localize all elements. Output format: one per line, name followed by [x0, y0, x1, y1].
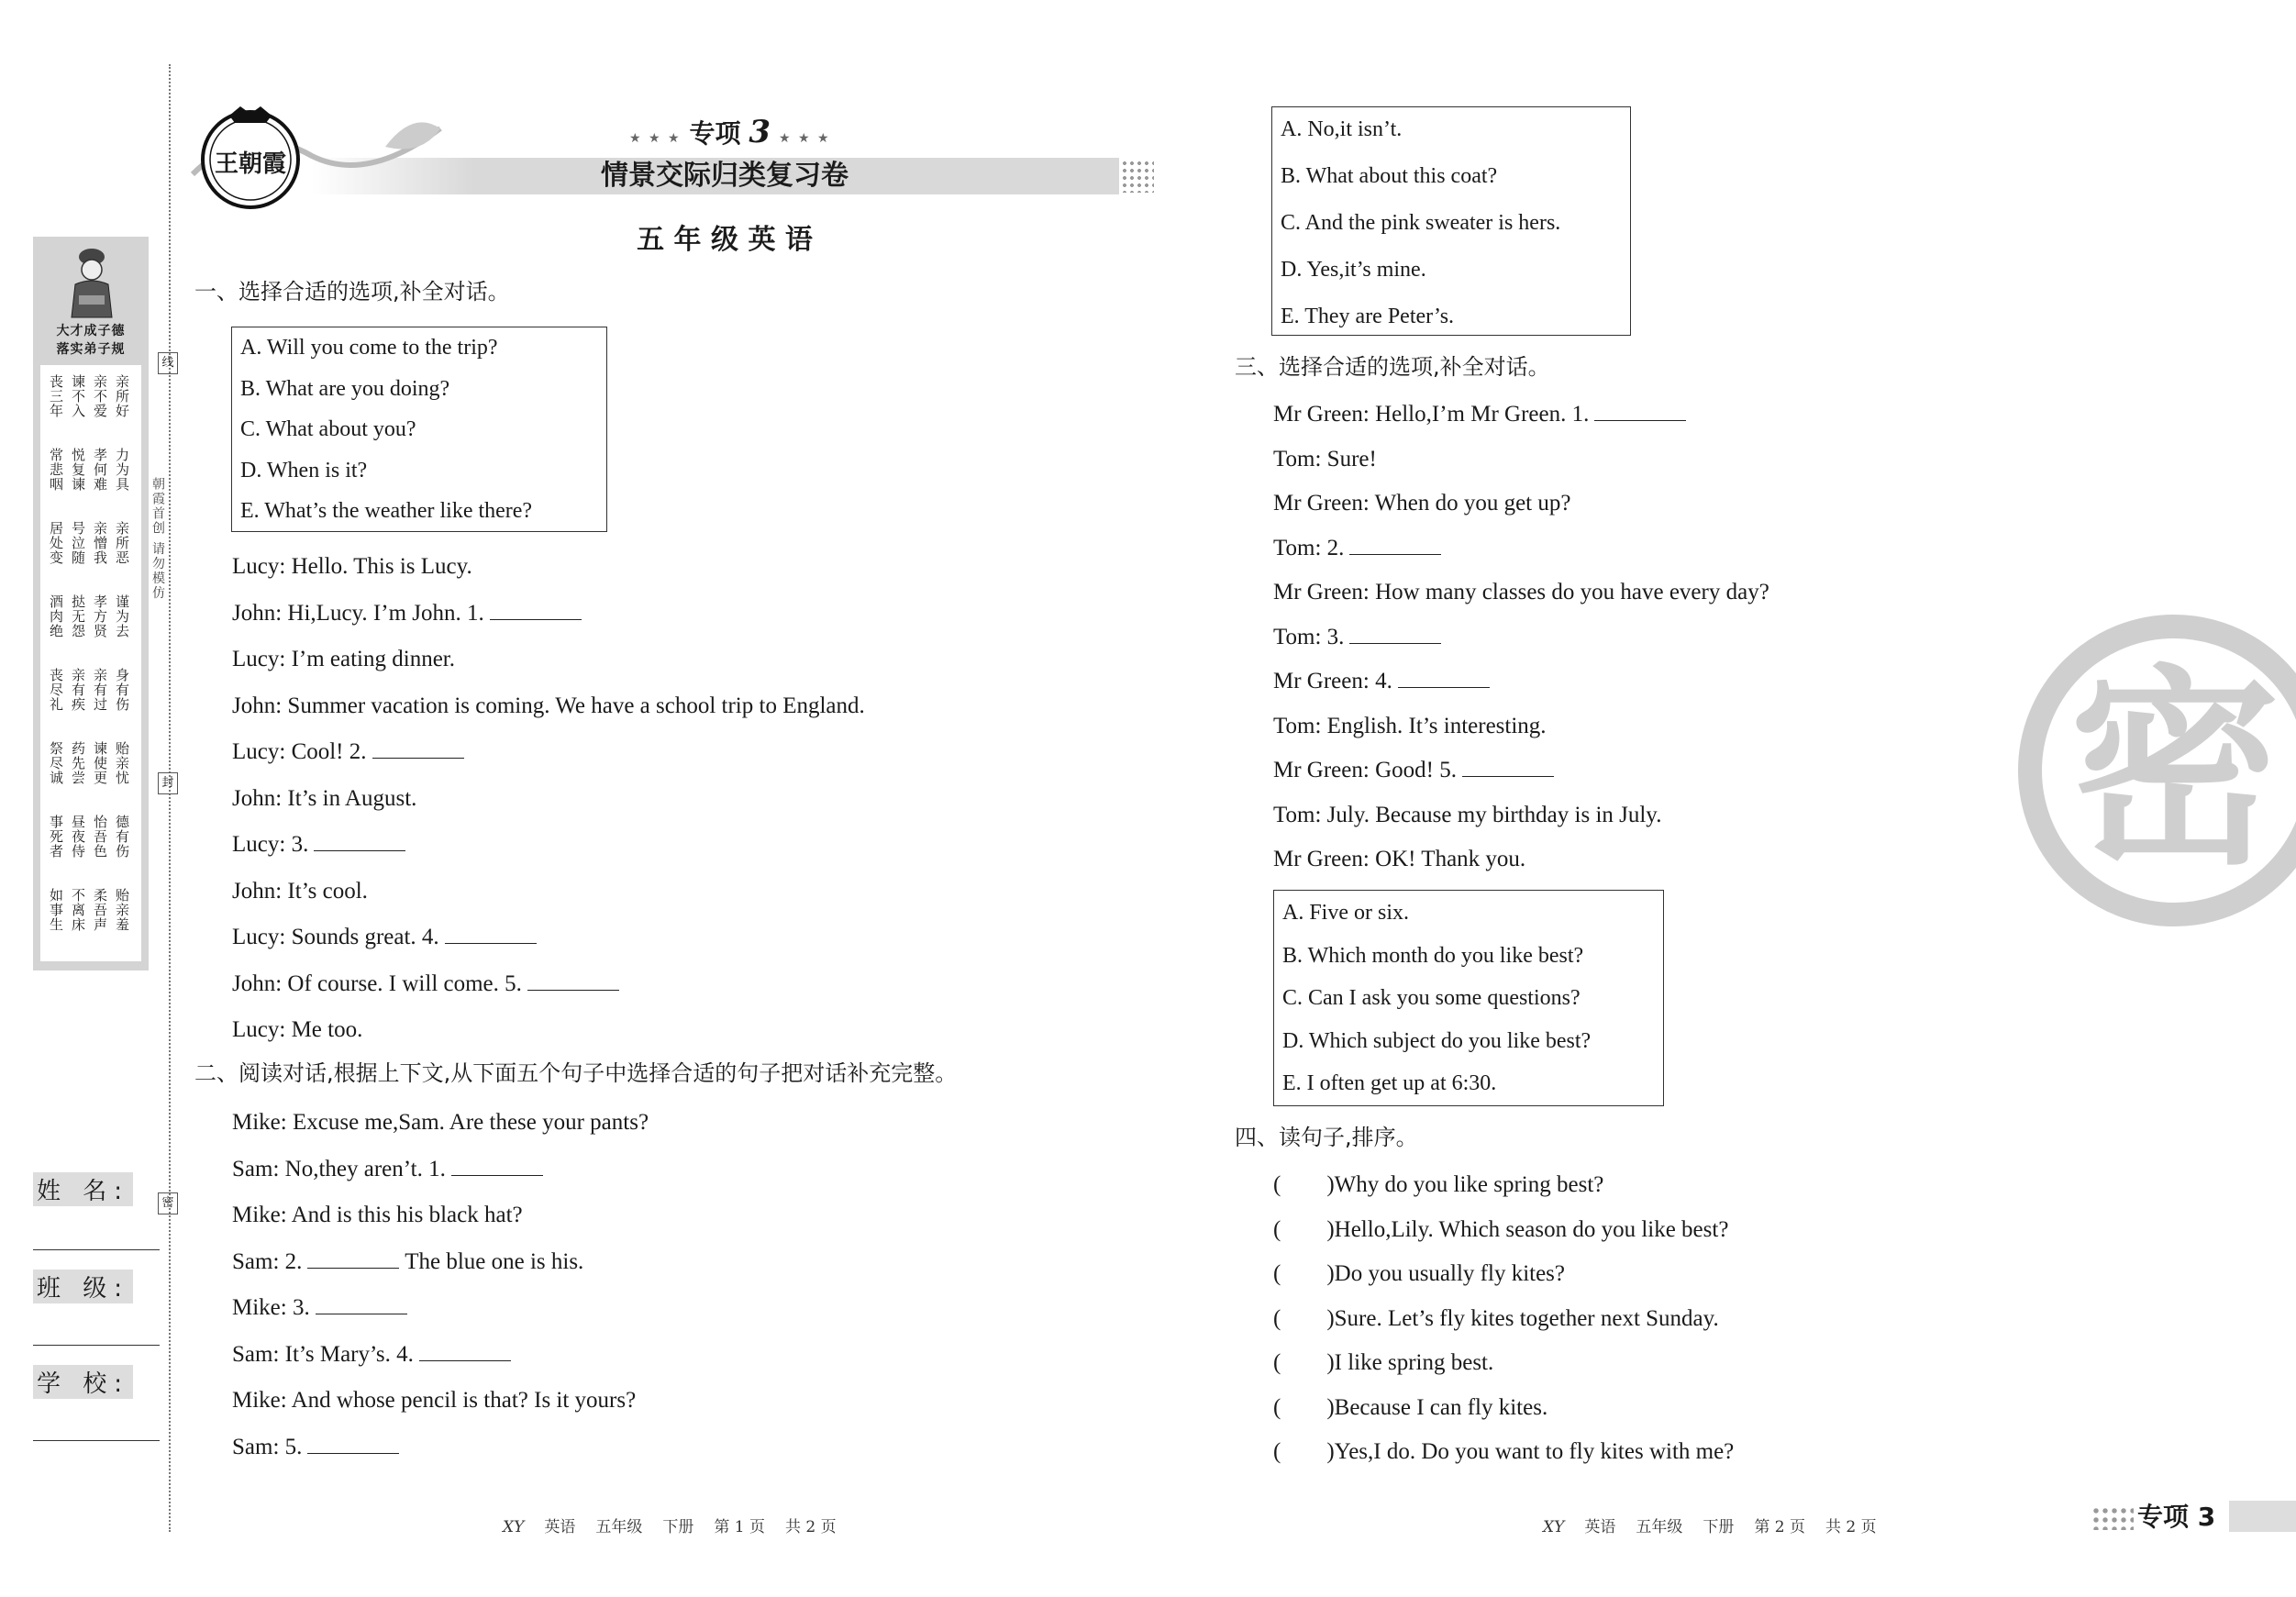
poem-phrase: 药先尝 — [70, 741, 86, 785]
ordering-item-text: )Hello,Lily. Which season do you like best? — [1326, 1216, 1729, 1242]
answer-blank[interactable] — [490, 601, 582, 620]
poem-phrase: 如事生 — [48, 888, 64, 932]
poem-phrase: 柔吾声 — [92, 888, 108, 932]
poem-phrase: 谏使更 — [92, 741, 108, 785]
section3-line: Tom: Sure! — [1273, 446, 1377, 471]
answer-blank[interactable] — [1462, 758, 1554, 777]
poem-phrase: 丧尽礼 — [48, 668, 64, 712]
motto-line-1: 大才成子德 — [56, 324, 126, 338]
poem-phrase: 谨为去 — [114, 594, 130, 638]
name-field-line[interactable] — [33, 1249, 160, 1250]
section3-line: Mr Green: 4. — [1273, 667, 1490, 696]
section1-line: Lucy: Hello. This is Lucy. — [232, 554, 472, 579]
poem-phrase: 怡吾色 — [92, 815, 108, 859]
answer-blank[interactable] — [316, 1295, 407, 1314]
poem-phrase: 亲所恶 — [114, 521, 130, 565]
ordering-item — [1273, 1215, 1728, 1245]
section1-line: John: Of course. I will come. 5. — [232, 970, 619, 999]
seal-char-mid: 封 — [158, 772, 178, 794]
poem-phrase: 德有伤 — [114, 815, 130, 859]
special-heading — [629, 114, 831, 150]
section3-line: Mr Green: Hello,I’m Mr Green. 1. — [1273, 400, 1686, 429]
order-number-blank[interactable]: ( — [1273, 1439, 1327, 1464]
order-number-blank[interactable]: ( — [1273, 1305, 1327, 1331]
poem-phrase: 不离床 — [70, 888, 86, 932]
footer-field: 下册 — [662, 1518, 694, 1536]
stars-right: ★ ★ ★ — [778, 131, 831, 146]
section2-line: Mike: And whose pencil is that? Is it yours? — [232, 1388, 637, 1413]
class-field-line[interactable] — [33, 1345, 160, 1346]
special-number: 3 — [749, 114, 771, 150]
class-field-label — [33, 1270, 133, 1303]
section3-line: Mr Green: How many classes do you have every day? — [1273, 580, 1769, 604]
section2-line: Mike: 3. — [232, 1293, 407, 1323]
school-field-label — [33, 1365, 133, 1399]
poem-phrase: 号泣随 — [70, 521, 86, 565]
section2-line: Sam: 2. The blue one is his. — [232, 1248, 584, 1274]
section1-line: Lucy: Me too. — [232, 1017, 363, 1042]
section1-option: B. What are you doing? — [240, 376, 450, 401]
answer-blank[interactable] — [1349, 536, 1441, 555]
section1-line: Lucy: Cool! 2. — [232, 738, 464, 767]
section4-heading: 四、读句子,排序。 — [1235, 1125, 1418, 1150]
poem-phrase: 身有伤 — [114, 668, 130, 712]
section1-line: Lucy: I’m eating dinner. — [232, 647, 455, 671]
corner-dots — [2091, 1506, 2134, 1530]
order-number-blank[interactable]: ( — [1273, 1350, 1327, 1375]
section1-line: Lucy: 3. — [232, 830, 405, 859]
section1-line: Lucy: Sounds great. 4. — [232, 923, 537, 952]
poem-phrase: 亲不爱 — [92, 374, 108, 418]
order-number-blank[interactable]: ( — [1273, 1172, 1327, 1197]
footer-field: 共 2 页 — [1825, 1518, 1877, 1536]
footer-field: 英语 — [544, 1518, 576, 1536]
poem-phrase: 亲有过 — [92, 668, 108, 712]
ordering-item-text: )I like spring best. — [1326, 1350, 1494, 1375]
order-number-blank[interactable]: ( — [1273, 1394, 1327, 1420]
section3-line: Mr Green: Good! 5. — [1273, 756, 1554, 785]
section1-option: C. What about you? — [240, 417, 416, 441]
footer-field: 下册 — [1703, 1518, 1735, 1536]
poem-phrase: 悦复谏 — [70, 448, 86, 492]
footer-right — [1543, 1514, 1897, 1536]
name-field-label — [33, 1172, 133, 1206]
ordering-item — [1273, 1304, 1719, 1334]
answer-blank[interactable] — [419, 1342, 511, 1361]
footer-field: 共 2 页 — [784, 1518, 837, 1536]
section3-line: Tom: 3. — [1273, 623, 1441, 652]
ordering-item — [1273, 1170, 1603, 1200]
poem-col-4 — [114, 374, 134, 961]
ordering-item-text: )Why do you like spring best? — [1326, 1172, 1604, 1197]
section2-line: Sam: No,they aren’t. 1. — [232, 1155, 543, 1184]
footer-field: XY — [1543, 1518, 1565, 1536]
footer-field: 第 2 页 — [1754, 1518, 1805, 1536]
section1-line: John: It’s cool. — [232, 878, 368, 904]
page-subtitle: 五 年 级 英 语 — [637, 224, 813, 256]
stars-left: ★ ★ ★ — [629, 131, 682, 146]
poem-phrase: 昼夜侍 — [70, 815, 86, 859]
logo-text: 王朝霞 — [214, 150, 286, 178]
poem-phrase: 常悲咽 — [48, 448, 64, 492]
section2-option: E. They are Peter’s. — [1281, 305, 1455, 328]
section1-line: John: Hi,Lucy. I’m John. 1. — [232, 599, 582, 628]
poem-phrase: 酒肉绝 — [48, 594, 64, 638]
poem-col-1 — [48, 374, 68, 961]
line-continuation: The blue one is his. — [399, 1248, 584, 1274]
footer-field: 五年级 — [595, 1518, 643, 1536]
ordering-item-text: )Yes,I do. Do you want to fly kites with me? — [1326, 1439, 1735, 1464]
section3-option: E. I often get up at 6:30. — [1282, 1071, 1497, 1095]
poem-phrase: 亲憎我 — [92, 521, 108, 565]
section3-line: Mr Green: When do you get up? — [1273, 491, 1571, 516]
section3-option: B. Which month do you like best? — [1282, 943, 1584, 968]
answer-blank[interactable] — [314, 832, 405, 851]
poem-phrase: 亲有疾 — [70, 668, 86, 712]
ordering-item — [1273, 1393, 1547, 1423]
section2-line: Mike: And is this his black hat? — [232, 1203, 523, 1227]
secret-watermark — [2018, 615, 2296, 926]
page-title: 情景交际归类复习卷 — [601, 160, 849, 192]
ordering-item — [1273, 1348, 1493, 1378]
answer-blank[interactable] — [527, 971, 619, 991]
section2-line: Sam: It’s Mary’s. 4. — [232, 1340, 511, 1370]
poem-col-3 — [92, 374, 112, 961]
poem-phrase: 贻亲羞 — [114, 888, 130, 932]
special-label: 专项 — [689, 118, 741, 149]
section3-line: Mr Green: OK! Thank you. — [1273, 847, 1526, 871]
vertical-note: 朝霞首创 请勿模仿 — [150, 477, 165, 601]
section3-line: Tom: 2. — [1273, 534, 1441, 563]
watermark-char: 密 — [2069, 649, 2281, 893]
section2-option: D. Yes,it’s mine. — [1281, 258, 1426, 282]
poem-phrase: 孝方贤 — [92, 594, 108, 638]
seal-char-top: 线 — [158, 352, 178, 374]
corner-band — [2229, 1501, 2296, 1532]
poem-col-2 — [70, 374, 90, 961]
name-label-text: 姓 名: — [37, 1178, 130, 1205]
class-label-text: 班 级: — [37, 1275, 130, 1303]
poem-phrase: 居处变 — [48, 521, 64, 565]
section1-option: A. Will you come to the trip? — [240, 336, 498, 360]
motto-line-2: 落实弟子规 — [56, 342, 126, 357]
answer-blank[interactable] — [372, 739, 464, 759]
answer-blank[interactable] — [307, 1249, 399, 1269]
section1-heading: 一、选择合适的选项,补全对话。 — [194, 279, 510, 305]
footer-field: XY — [503, 1518, 525, 1536]
section2-line: Mike: Excuse me,Sam. Are these your pants? — [232, 1110, 649, 1135]
poem-phrase: 谏不入 — [70, 374, 86, 418]
section3-option: A. Five or six. — [1282, 901, 1409, 925]
poem-phrase: 事死者 — [48, 815, 64, 859]
order-number-blank[interactable]: ( — [1273, 1216, 1327, 1242]
ordering-item-text: )Do you usually fly kites? — [1326, 1261, 1566, 1286]
section2-option: C. And the pink sweater is hers. — [1281, 211, 1561, 235]
section3-heading: 三、选择合适的选项,补全对话。 — [1235, 354, 1550, 380]
section2-heading: 二、阅读对话,根据上下文,从下面五个句子中选择合适的句子把对话补充完整。 — [194, 1060, 958, 1086]
poem-phrase: 贻亲忧 — [114, 741, 130, 785]
scholar-figure-icon — [64, 244, 119, 321]
ordering-item-text: )Because I can fly kites. — [1326, 1394, 1548, 1420]
answer-blank[interactable] — [1398, 669, 1490, 688]
footer-field: 第 1 页 — [714, 1518, 765, 1536]
footer-field: 英语 — [1584, 1518, 1616, 1536]
answer-blank[interactable] — [445, 925, 537, 944]
section1-option: E. What’s the weather like there? — [240, 499, 533, 523]
ordering-item — [1273, 1437, 1734, 1467]
poem-phrase: 祭尽诚 — [48, 741, 64, 785]
answer-blank[interactable] — [451, 1157, 543, 1176]
corner-label: 专项 3 — [2137, 1502, 2216, 1532]
section3-option: C. Can I ask you some questions? — [1282, 986, 1581, 1010]
answer-blank[interactable] — [1349, 625, 1441, 644]
corner-badge — [2091, 1497, 2296, 1534]
section3-line: Tom: July. Because my birthday is in July. — [1273, 802, 1662, 827]
school-field-line[interactable] — [33, 1440, 160, 1441]
footer-left — [503, 1514, 857, 1536]
poem-phrase: 亲所好 — [114, 374, 130, 418]
poem-phrase: 孝何难 — [92, 448, 108, 492]
section2-line: Sam: 5. — [232, 1433, 399, 1462]
ordering-item-text: )Sure. Let’s fly kites together next Sunday. — [1326, 1305, 1719, 1331]
section1-option: D. When is it? — [240, 458, 368, 482]
poem-phrase: 力为具 — [114, 448, 130, 492]
answer-blank[interactable] — [1594, 402, 1686, 421]
section2-option: A. No,it isn’t. — [1281, 117, 1403, 141]
poem-phrase: 挞无怨 — [70, 594, 86, 638]
poem-phrase: 丧三年 — [48, 374, 64, 418]
title-band-dots — [1121, 160, 1154, 193]
fold-dotted-line — [169, 64, 171, 1532]
order-number-blank[interactable]: ( — [1273, 1261, 1327, 1286]
school-label-text: 学 校: — [37, 1370, 130, 1398]
section3-line: Tom: English. It’s interesting. — [1273, 713, 1547, 738]
seal-char-bottom: 密 — [158, 1192, 178, 1214]
ordering-item — [1273, 1259, 1565, 1289]
section3-option: D. Which subject do you like best? — [1282, 1028, 1592, 1053]
publisher-logo — [196, 103, 305, 211]
footer-field: 五年级 — [1636, 1518, 1683, 1536]
section2-option: B. What about this coat? — [1281, 164, 1498, 188]
section1-line: John: Summer vacation is coming. We have a school trip to England. — [232, 693, 865, 718]
answer-blank[interactable] — [307, 1435, 399, 1454]
section1-line: John: It’s in August. — [232, 785, 417, 811]
